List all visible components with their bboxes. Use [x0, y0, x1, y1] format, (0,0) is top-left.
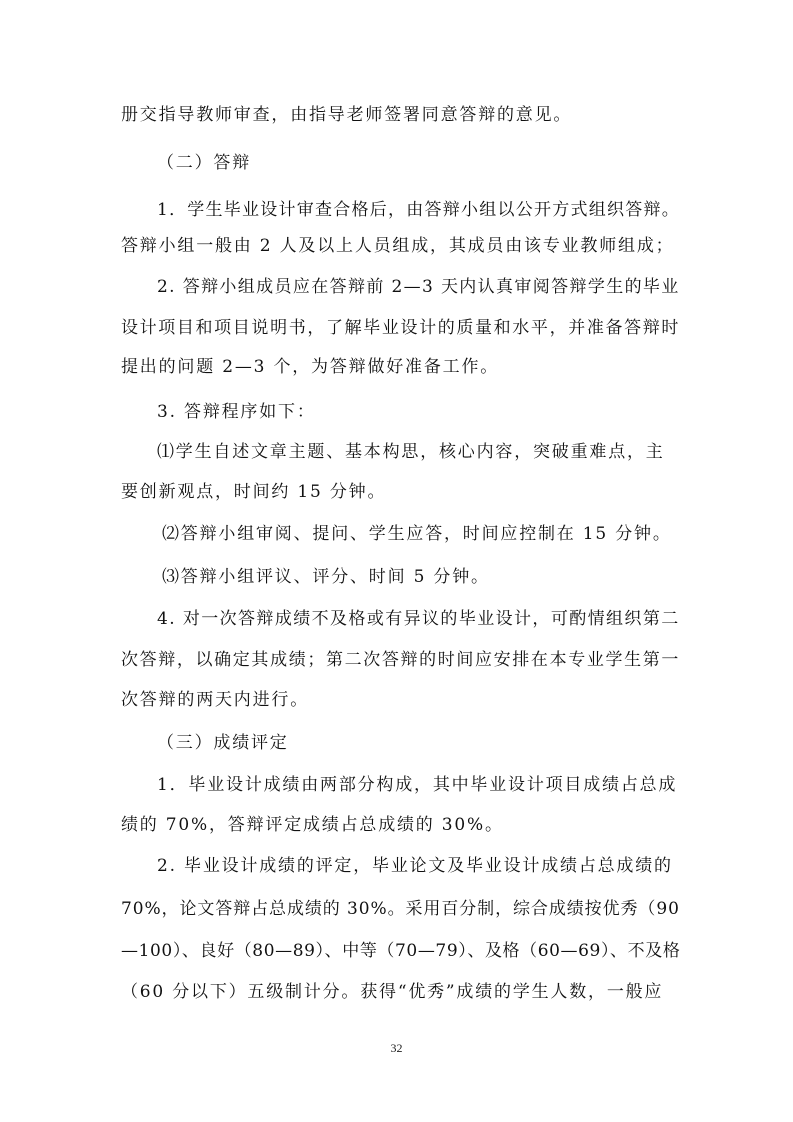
- section-heading: （三）成绩评定: [157, 733, 289, 753]
- text-line: ⑶答辩小组评议、评分、时间 5 分钟。: [162, 567, 490, 587]
- text-line: 答辩小组一般由 2 人及以上人员组成，其成员由该专业教师组成；: [121, 236, 675, 256]
- text-line: （60 分以下）五级制计分。获得“优秀”成绩的学生人数，一般应: [121, 982, 664, 1002]
- section-heading: （二）答辩: [157, 153, 251, 173]
- text-line: 4. 对一次答辩成绩不及格或有异议的毕业设计，可酌情组织第二: [157, 609, 680, 629]
- text-line: 次答辩，以确定其成绩；第二次答辩的时间应安排在本专业学生第一: [121, 650, 680, 670]
- text-line: 3. 答辩程序如下：: [157, 402, 316, 422]
- page-number: 32: [390, 1041, 403, 1055]
- text-line: —100）、良好（80—89）、中等（70—79）、及格（60—69）、不及格: [121, 941, 681, 961]
- text-line: 2. 毕业设计成绩的评定，毕业论文及毕业设计成绩占总成绩的: [157, 856, 673, 876]
- text-line: 设计项目和项目说明书，了解毕业设计的质量和水平，并准备答辩时: [121, 318, 680, 338]
- text-line: 2. 答辩小组成员应在答辩前 2—3 天内认真审阅答辩学生的毕业: [157, 277, 680, 297]
- text-line: ⑵答辩小组审阅、提问、学生应答，时间应控制在 15 分钟。: [162, 524, 672, 544]
- text-line: 1．学生毕业设计审查合格后，由答辩小组以公开方式组织答辩。: [157, 200, 681, 220]
- text-line: 绩的 70%，答辩评定成绩占总成绩的 30%。: [121, 815, 504, 835]
- text-line: 提出的问题 2—3 个，为答辩做好准备工作。: [121, 357, 500, 377]
- text-line: 70%，论文答辩占总成绩的 30%。采用百分制，综合成绩按优秀（90: [121, 899, 680, 919]
- text-line: 次答辩的两天内进行。: [121, 690, 309, 710]
- text-line: 册交指导教师审查，由指导老师签署同意答辩的意见。: [121, 105, 573, 125]
- text-line: ⑴学生自述文章主题、基本构思，核心内容，突破重难点，主: [157, 442, 665, 462]
- text-line: 1．毕业设计成绩由两部分构成，其中毕业设计项目成绩占总成: [157, 775, 678, 795]
- text-line: 要创新观点，时间约 15 分钟。: [121, 482, 387, 502]
